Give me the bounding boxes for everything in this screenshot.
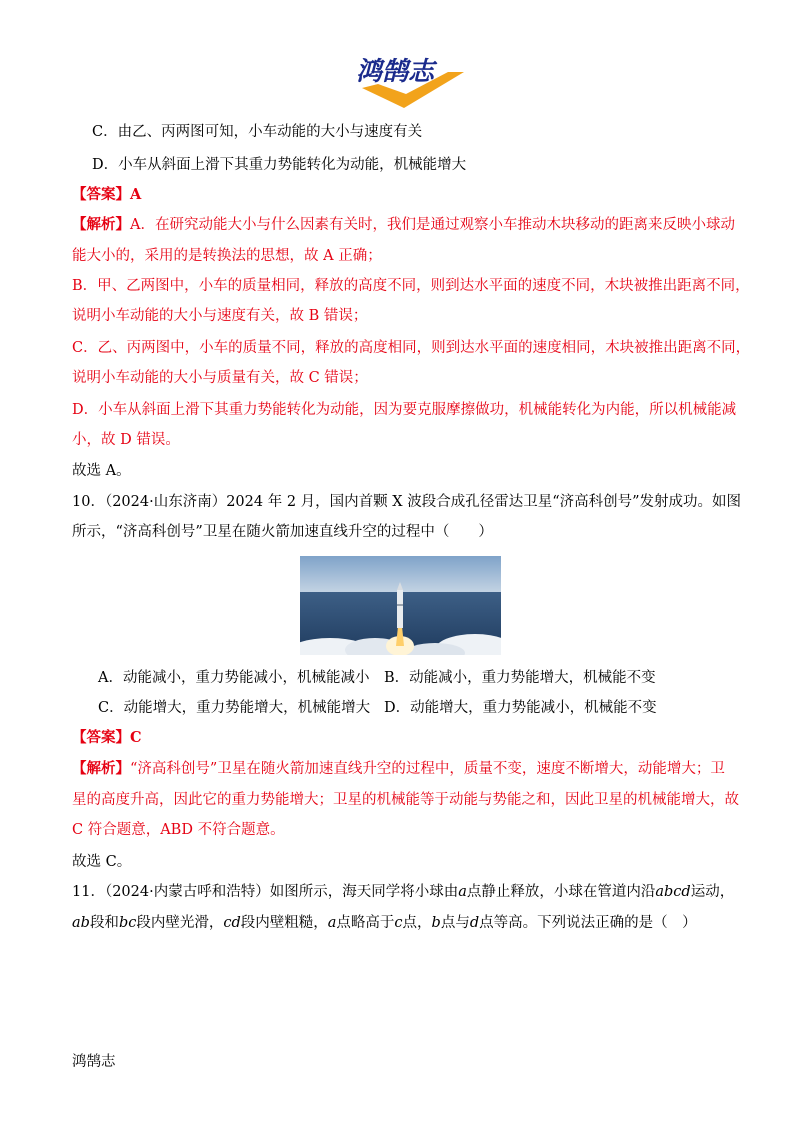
q10-analysis-line: C 符合题意，ABD 不符合题意。 (72, 822, 285, 838)
svg-text:鸿鹄志: 鸿鹄志 (356, 57, 435, 87)
q9-analysis-line (72, 215, 735, 235)
q11-text: 点等高。下列说法正确的是（ ） (479, 915, 697, 931)
q11-text: 点静止释放，小球在管道内沿 (466, 884, 656, 900)
q9-analysis-line: B．甲、乙两图中，小车的质量相同，释放的高度不同，则到达水平面的速度不同，木块被推出距离不同， (72, 278, 750, 294)
q11-var: d (469, 915, 480, 931)
q11-var: c (394, 915, 403, 931)
page-footer: 鸿鹄志 (72, 1054, 116, 1070)
q11-var: bc (118, 915, 137, 931)
answer-value: A (130, 186, 142, 203)
q10-conclusion: 故选 C。 (72, 854, 132, 870)
q9-analysis-line: 小，故 D 错误。 (72, 432, 180, 448)
rocket-launch-photo (300, 556, 501, 655)
q11-var: a (458, 884, 467, 900)
q11-var: a (327, 915, 337, 931)
q10-stem: 10．（2024·山东济南）2024 年 2 月，国内首颗 X 波段合成孔径雷达卫星“济高科创号”发射成功。如图 (72, 494, 742, 510)
q11-var: abcd (655, 884, 691, 900)
q11-text: 运动， (690, 884, 735, 900)
q11-text: 点， (402, 915, 432, 931)
q10-option-b: B．动能减小，重力势能增大，机械能不变 (384, 670, 656, 686)
q10-analysis-line (72, 759, 725, 779)
answer-tag: 【答案】 (72, 186, 130, 203)
analysis-text: “济高科创号”卫星在随火箭加速直线升空的过程中，质量不变，速度不断增大，动能增大；卫 (130, 761, 725, 777)
analysis-text: A．在研究动能大小与什么因素有关时，我们是通过观察小车推动木块移动的距离来反映小球动 (130, 217, 735, 233)
q11-text: 点略高于 (336, 915, 395, 931)
analysis-tag: 【解析】 (72, 216, 130, 233)
q9-option-c: C．由乙、丙两图可知，小车动能的大小与速度有关 (92, 124, 423, 140)
answer-value: C (130, 729, 142, 746)
q11-text: 段内壁粗糙， (240, 915, 328, 931)
q9-conclusion: 故选 A。 (72, 463, 131, 479)
q9-analysis-line: D．小车从斜面上滑下其重力势能转化为动能，因为要克服摩擦做功，机械能转化为内能，所以机械能减 (72, 402, 737, 418)
answer-tag: 【答案】 (72, 729, 130, 746)
q11-var: ab (72, 915, 90, 931)
q10-option-d: D．动能增大，重力势能减小，机械能不变 (384, 700, 657, 716)
q9-analysis-line: 能大小的，采用的是转换法的思想，故 A 正确； (72, 248, 382, 264)
q10-option-a: A．动能减小，重力势能减小，机械能减小 (98, 670, 370, 686)
q11-text: 段和 (89, 915, 119, 931)
q9-analysis-line: C．乙、丙两图中，小车的质量不同，释放的高度相同，则到达水平面的速度相同，木块被推出距离不同， (72, 340, 751, 356)
q10-stem: 所示，“济高科创号”卫星在随火箭加速直线升空的过程中（ ） (72, 524, 493, 540)
q9-option-d: D．小车从斜面上滑下其重力势能转化为动能，机械能增大 (92, 157, 467, 173)
q11-text: 段内壁光滑， (136, 915, 224, 931)
q11-stem (72, 882, 734, 902)
q10-option-c: C．动能增大，重力势能增大，机械能增大 (98, 700, 371, 716)
q11-stem (72, 913, 697, 933)
q11-var: cd (223, 915, 241, 931)
q9-analysis-line: 说明小车动能的大小与质量有关，故 C 错误； (72, 370, 368, 386)
brand-logo (352, 50, 468, 108)
q11-var: b (431, 915, 441, 931)
q11-text: 点与 (440, 915, 470, 931)
analysis-tag: 【解析】 (72, 760, 130, 777)
q9-answer (72, 185, 141, 205)
q10-answer (72, 728, 142, 748)
q9-analysis-line: 说明小车动能的大小与速度有关，故 B 错误； (72, 308, 368, 324)
q11-text: 11．（2024·内蒙古呼和浩特）如图所示，海天同学将小球由 (72, 884, 459, 900)
q10-analysis-line: 星的高度升高，因此它的重力势能增大；卫星的机械能等于动能与势能之和，因此卫星的机械能增大，故 (72, 792, 739, 808)
